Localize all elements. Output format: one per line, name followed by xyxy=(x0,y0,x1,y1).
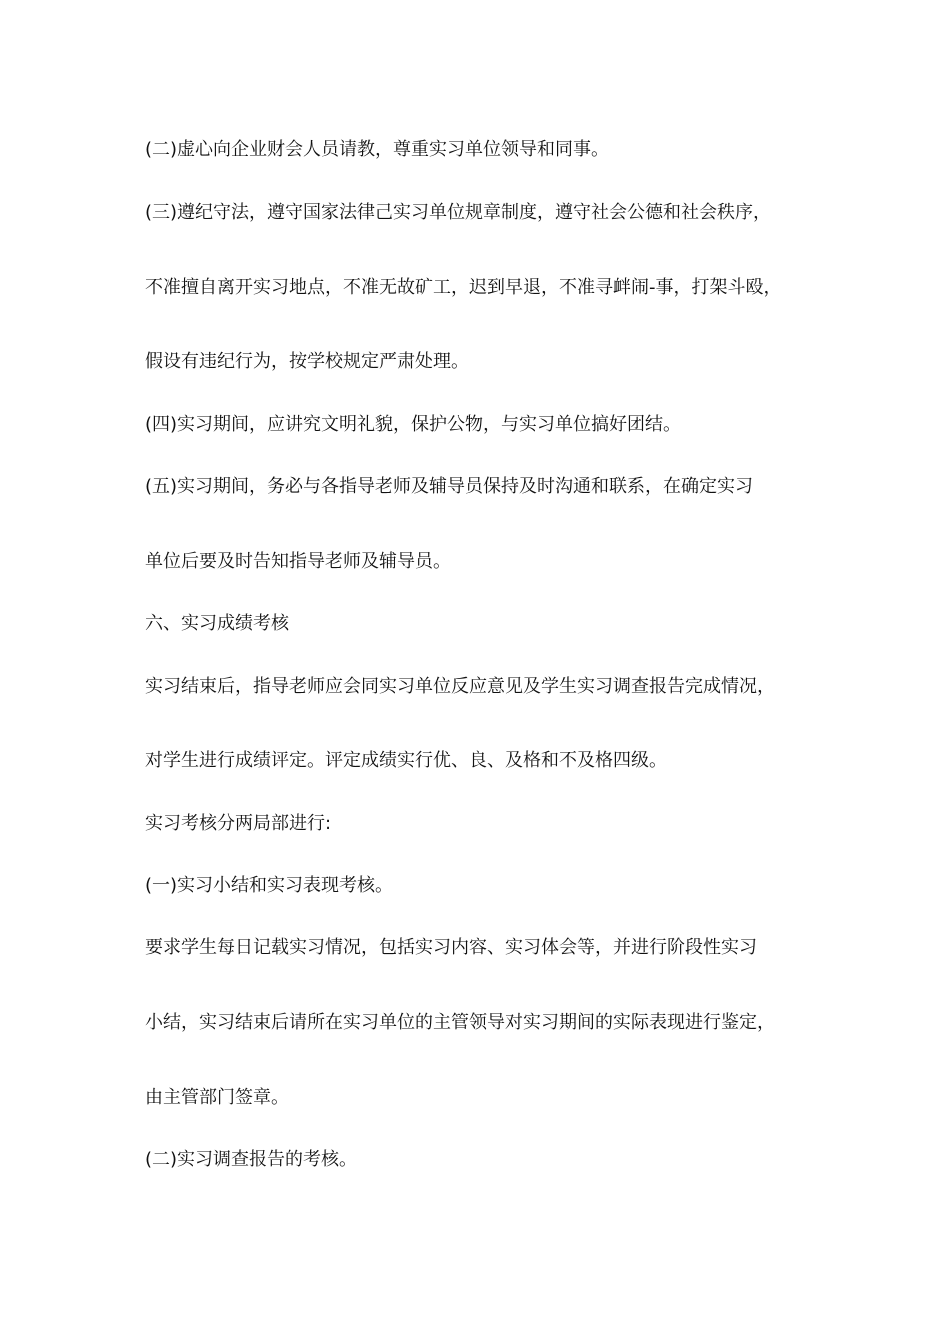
text-line: 实习考核分两局部进行: xyxy=(145,813,332,834)
section-heading: 六、实习成绩考核 xyxy=(145,613,289,634)
text-line: (三)遵纪守法，遵守国家法律己实习单位规章制度，遵守社会公德和社会秩序， xyxy=(145,202,772,223)
text-line: 单位后要及时告知指导老师及辅导员。 xyxy=(145,551,451,572)
text-line: 由主管部门签章。 xyxy=(145,1087,289,1108)
text-line: (二)实习调查报告的考核。 xyxy=(145,1149,358,1170)
text-line: 要求学生每日记载实习情况，包括实习内容、实习体会等，并进行阶段性实习 xyxy=(145,937,757,958)
text-line: (二)虚心向企业财会人员请教，尊重实习单位领导和同事。 xyxy=(145,139,610,160)
text-line: (一)实习小结和实习表现考核。 xyxy=(145,875,394,896)
text-line: 假设有违纪行为，按学校规定严肃处理。 xyxy=(145,351,469,372)
text-line: 小结，实习结束后请所在实习单位的主管领导对实习期间的实际表现进行鉴定， xyxy=(145,1012,775,1033)
text-line: 对学生进行成绩评定。评定成绩实行优、良、及格和不及格四级。 xyxy=(145,750,667,771)
text-line: (四)实习期间，应讲究文明礼貌，保护公物，与实习单位搞好团结。 xyxy=(145,414,682,435)
text-line: 实习结束后，指导老师应会同实习单位反应意见及学生实习调查报告完成情况， xyxy=(145,676,775,697)
text-line: 不准擅自离开实习地点，不准无故矿工，迟到早退，不准寻衅闹-事，打架斗殴， xyxy=(145,277,782,298)
text-line: (五)实习期间，务必与各指导老师及辅导员保持及时沟通和联系，在确定实习 xyxy=(145,476,754,497)
